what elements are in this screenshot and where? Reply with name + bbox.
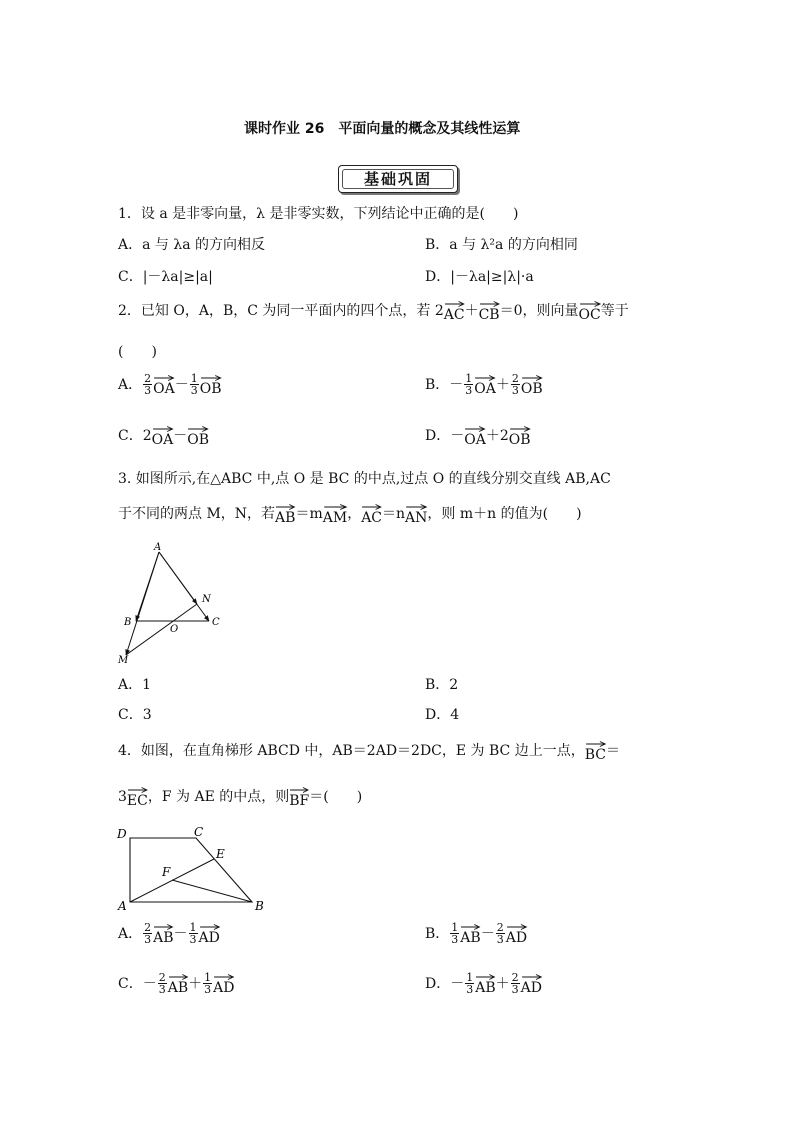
- vector-ab: AB: [153, 923, 173, 945]
- q3-triangle-figure: [114, 540, 224, 664]
- fraction: $\frac{1}{3}$: [189, 921, 197, 946]
- fraction: $\frac{1}{3}$: [465, 372, 473, 397]
- q3-option-d: D．4: [425, 707, 460, 723]
- text: 于不同的两点 M，N，若: [118, 506, 276, 522]
- sign: －: [450, 428, 465, 444]
- coefficient: 2: [499, 428, 509, 444]
- vector-ad: AD: [521, 973, 542, 995]
- q2-option-c: [118, 425, 209, 447]
- vector-ac: AC: [361, 503, 382, 525]
- fraction: $\frac{2}{3}$: [158, 971, 166, 996]
- operator: ＋: [188, 975, 203, 992]
- q4-option-d: [425, 972, 542, 995]
- q3-stem-line2: [118, 503, 582, 525]
- fraction: $\frac{2}{3}$: [511, 971, 519, 996]
- operator: －: [173, 925, 188, 942]
- vector-arrow-icon: [475, 973, 495, 981]
- q2-stem-mid: ＝0，则向量: [499, 303, 579, 319]
- fraction: $\frac{2}{3}$: [511, 372, 519, 397]
- vector-arrow-icon: [323, 503, 347, 511]
- vector-oa: OA: [152, 425, 174, 447]
- vector-ad: AD: [506, 923, 527, 945]
- vector-ab: AB: [168, 973, 188, 995]
- segment-n-m: [126, 604, 197, 655]
- operator: －: [173, 428, 188, 444]
- q3-stem-line1: 3. 如图所示,在△ABC 中,点 O 是 BC 的中点,过点 O 的直线分别交直线 AB,AC: [118, 471, 611, 487]
- q2-vector-cb: CB: [479, 300, 500, 322]
- vector-arrow-icon: [405, 503, 427, 511]
- sign: －: [449, 376, 464, 393]
- q1-option-c: C．|－λa|≥|a|: [118, 269, 213, 285]
- q2-stem-pre: 2．已知 O，A，B，C 为同一平面内的四个点，若 2: [118, 303, 444, 319]
- q4-stem-line2: [118, 786, 362, 808]
- q4-stem-line1: [118, 740, 620, 762]
- option-label: A．: [118, 376, 143, 393]
- segment-a-n: [159, 552, 197, 604]
- label-b: B: [255, 899, 264, 912]
- vector-arrow-icon: [460, 923, 480, 931]
- q2-option-b: [425, 373, 543, 396]
- vector-arrow-icon: [474, 374, 496, 382]
- vector-arrow-icon: [579, 300, 601, 308]
- vector-arrow-icon: [187, 425, 209, 433]
- label-b: B: [124, 617, 132, 628]
- option-label: B．: [425, 376, 450, 393]
- label-c: C: [194, 825, 204, 839]
- section-banner-label: 基础巩固: [342, 169, 454, 189]
- fraction: $\frac{1}{3}$: [466, 971, 474, 996]
- q2-option-a: [118, 373, 221, 396]
- vector-arrow-icon: [168, 973, 188, 981]
- fraction: $\frac{1}{3}$: [190, 372, 198, 397]
- vector-ob: OB: [509, 425, 531, 447]
- text: ＝: [605, 743, 620, 759]
- option-label: A．: [118, 925, 143, 942]
- segment-a-m: [126, 552, 159, 655]
- sign: －: [142, 975, 157, 992]
- q4-trapezoid-figure: [114, 824, 274, 912]
- vector-arrow-icon: [361, 503, 382, 511]
- vector-arrow-icon: [153, 923, 173, 931]
- vector-arrow-icon: [275, 503, 295, 511]
- vector-arrow-icon: [521, 973, 542, 981]
- fraction: $\frac{1}{3}$: [451, 921, 459, 946]
- q3-option-c: C．3: [118, 707, 152, 723]
- q3-option-b: B．2: [425, 677, 459, 693]
- q1-option-a: A．a 与 λa 的方向相反: [118, 237, 266, 253]
- vector-arrow-icon: [200, 374, 222, 382]
- option-label: D．: [425, 428, 451, 444]
- q4-option-c: [118, 972, 234, 995]
- section-banner: [338, 165, 458, 193]
- q2-stem-plus: ＋: [464, 303, 479, 319]
- q2-vector-ac: AC: [444, 300, 465, 322]
- vector-bc: BC: [585, 740, 606, 762]
- label-o: O: [170, 624, 179, 635]
- text: 4．如图，在直角梯形 ABCD 中，AB＝2AD＝2DC，E 为 BC 边上一点，: [118, 743, 585, 759]
- operator: －: [174, 376, 189, 393]
- segment-f-b: [172, 880, 252, 902]
- operator: ＋: [485, 428, 500, 444]
- vector-ab: AB: [275, 503, 295, 525]
- option-label: B．: [425, 925, 450, 942]
- label-a: A: [154, 542, 162, 553]
- vector-arrow-icon: [521, 374, 543, 382]
- vector-ob: OB: [187, 425, 209, 447]
- vector-ad: AD: [199, 923, 220, 945]
- vector-ec: EC: [127, 786, 148, 808]
- label-n: N: [202, 594, 211, 605]
- vector-oa: OA: [464, 425, 486, 447]
- fraction: $\frac{2}{3}$: [144, 372, 152, 397]
- vector-arrow-icon: [444, 300, 465, 308]
- option-label: C．: [118, 975, 143, 992]
- q2-stem-post: 等于: [600, 303, 629, 319]
- operator: ＋: [495, 376, 510, 393]
- text: ，: [347, 506, 362, 522]
- operator: －: [480, 925, 495, 942]
- label-a: A: [118, 899, 127, 912]
- q4-option-a: [118, 922, 220, 945]
- page-title: 课时作业 26 平面向量的概念及其线性运算: [244, 121, 521, 137]
- q2-option-d: [425, 425, 531, 447]
- q2-stem: [118, 300, 629, 322]
- vector-am: AM: [323, 503, 347, 525]
- q1-stem: 1．设 a 是非零向量，λ 是非零实数，下列结论中正确的是( ): [118, 206, 519, 222]
- vector-arrow-icon: [153, 374, 175, 382]
- label-m: M: [118, 655, 129, 664]
- vector-arrow-icon: [585, 740, 606, 748]
- vector-arrow-icon: [479, 300, 500, 308]
- q1-option-d: D．|－λa|≥|λ|·a: [425, 269, 534, 285]
- vector-oa: OA: [474, 374, 496, 396]
- vector-arrow-icon: [213, 973, 234, 981]
- vector-oa: OA: [153, 374, 175, 396]
- fraction: $\frac{1}{3}$: [204, 971, 212, 996]
- label-f: F: [162, 865, 171, 879]
- q1-option-b: B．a 与 λ²a 的方向相同: [425, 237, 578, 253]
- coefficient: 2: [142, 428, 152, 444]
- q3-option-a: A．1: [118, 677, 152, 693]
- vector-arrow-icon: [464, 425, 486, 433]
- fraction: $\frac{2}{3}$: [496, 921, 504, 946]
- text: ＝m: [295, 506, 323, 522]
- vector-ob: OB: [521, 374, 543, 396]
- vector-arrow-icon: [199, 923, 220, 931]
- q2-stem-line2: ( ): [118, 344, 157, 360]
- text: ＝( ): [309, 789, 363, 805]
- vector-ab: AB: [460, 923, 480, 945]
- vector-arrow-icon: [152, 425, 174, 433]
- q2-vector-oc: OC: [579, 300, 601, 322]
- text: 3: [118, 789, 127, 805]
- text: ，则 m＋n 的值为( ): [427, 506, 582, 522]
- option-label: C．: [118, 428, 143, 444]
- vector-ab: AB: [475, 973, 495, 995]
- label-d: D: [117, 827, 127, 841]
- vector-arrow-icon: [506, 923, 527, 931]
- label-e: E: [216, 847, 225, 861]
- vector-ad: AD: [213, 973, 234, 995]
- vector-arrow-icon: [127, 786, 148, 794]
- vector-arrow-icon: [509, 425, 531, 433]
- text: ，F 为 AE 的中点，则: [147, 789, 290, 805]
- fraction: $\frac{2}{3}$: [144, 921, 152, 946]
- option-label: D．: [425, 975, 451, 992]
- vector-ob: OB: [200, 374, 222, 396]
- q4-option-b: [425, 922, 527, 945]
- sign: －: [450, 975, 465, 992]
- text: ＝n: [382, 506, 406, 522]
- vector-arrow-icon: [289, 786, 309, 794]
- vector-an: AN: [405, 503, 427, 525]
- operator: ＋: [495, 975, 510, 992]
- vector-bf: BF: [289, 786, 309, 808]
- label-c: C: [212, 617, 220, 628]
